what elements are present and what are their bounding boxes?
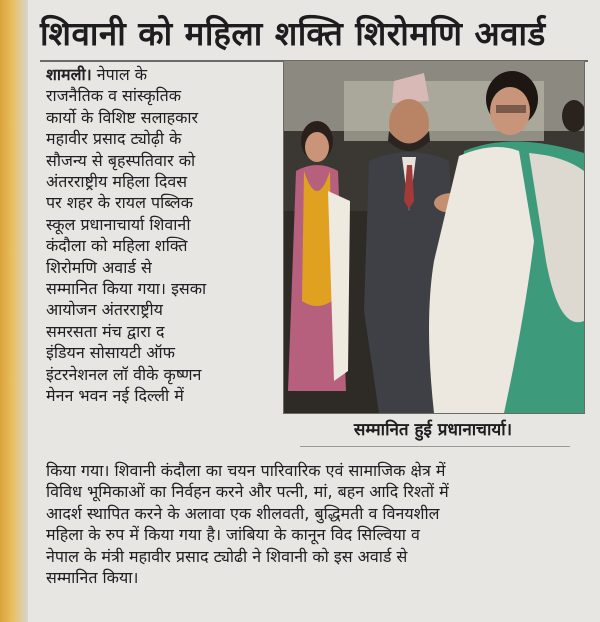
- body-line: सम्मानित किया।: [46, 568, 139, 588]
- photo-caption: सम्मानित हुई प्रधानाचार्या।: [353, 420, 513, 440]
- body-line: आदर्श स्थापित करने के अलावा एक शीलवती, बुद्धिमती व विनयशील: [46, 503, 440, 523]
- body-line: सम्मानित किया गया। इसका: [46, 279, 207, 299]
- article-body-continued: [46, 460, 586, 588]
- body-line: महिला के रुप में किया गया है। जांबिया के कानून विद सिल्विया व: [46, 525, 420, 545]
- dateline: शामली।: [46, 65, 92, 84]
- article-body-column: [46, 64, 276, 407]
- page-edge-strip: [0, 0, 28, 622]
- body-line: राजनैतिक व सांस्कृतिक: [46, 86, 182, 106]
- body-line: नेपाल के मंत्री महावीर प्रसाद ट्योढी ने शिवानी को इस अवार्ड से: [46, 546, 408, 566]
- body-line: किया गया। शिवानी कंदौला का चयन पारिवारिक एवं सामाजिक क्षेत्र में: [46, 461, 446, 480]
- photo-illustration: [284, 61, 584, 413]
- body-line: मेनन भवन नई दिल्ली में: [46, 386, 184, 406]
- body-line-text: नेपाल के: [96, 65, 148, 84]
- body-line: स्कूल प्रधानाचार्या शिवानी: [46, 214, 191, 234]
- body-line: शिरोमणि अवार्ड से: [46, 257, 152, 277]
- body-line: कार्यो के विशिष्ट सलाहकार: [46, 107, 199, 127]
- award-ceremony-photo: [283, 60, 585, 414]
- body-line: समरसता मंच द्वारा द: [46, 321, 165, 341]
- body-line: इंटरनेशनल लॉ वीके कृष्णन: [46, 364, 202, 384]
- body-line: पर शहर के रायल पब्लिक: [46, 193, 193, 213]
- body-line: अंतरराष्ट्रीय महिला दिवस: [46, 172, 188, 192]
- article-headline: शिवानी को महिला शक्ति शिरोमणि अवार्ड: [40, 14, 546, 53]
- body-line: इंडियन सोसायटी ऑफ: [46, 343, 176, 363]
- body-line: [46, 64, 276, 85]
- body-line: महावीर प्रसाद ट्योढ़ी के: [46, 129, 182, 149]
- caption-rule: [300, 446, 570, 447]
- body-line: आयोजन अंतरराष्ट्रीय: [46, 300, 163, 320]
- body-line: सौजन्य से बृहस्पतिवार को: [46, 150, 196, 170]
- body-line: विविध भूमिकाओं का निर्वहन करने और पत्नी, मां, बहन आदि रिश्तों में: [46, 482, 449, 502]
- body-line: कंदौला को महिला शक्ति: [46, 236, 188, 256]
